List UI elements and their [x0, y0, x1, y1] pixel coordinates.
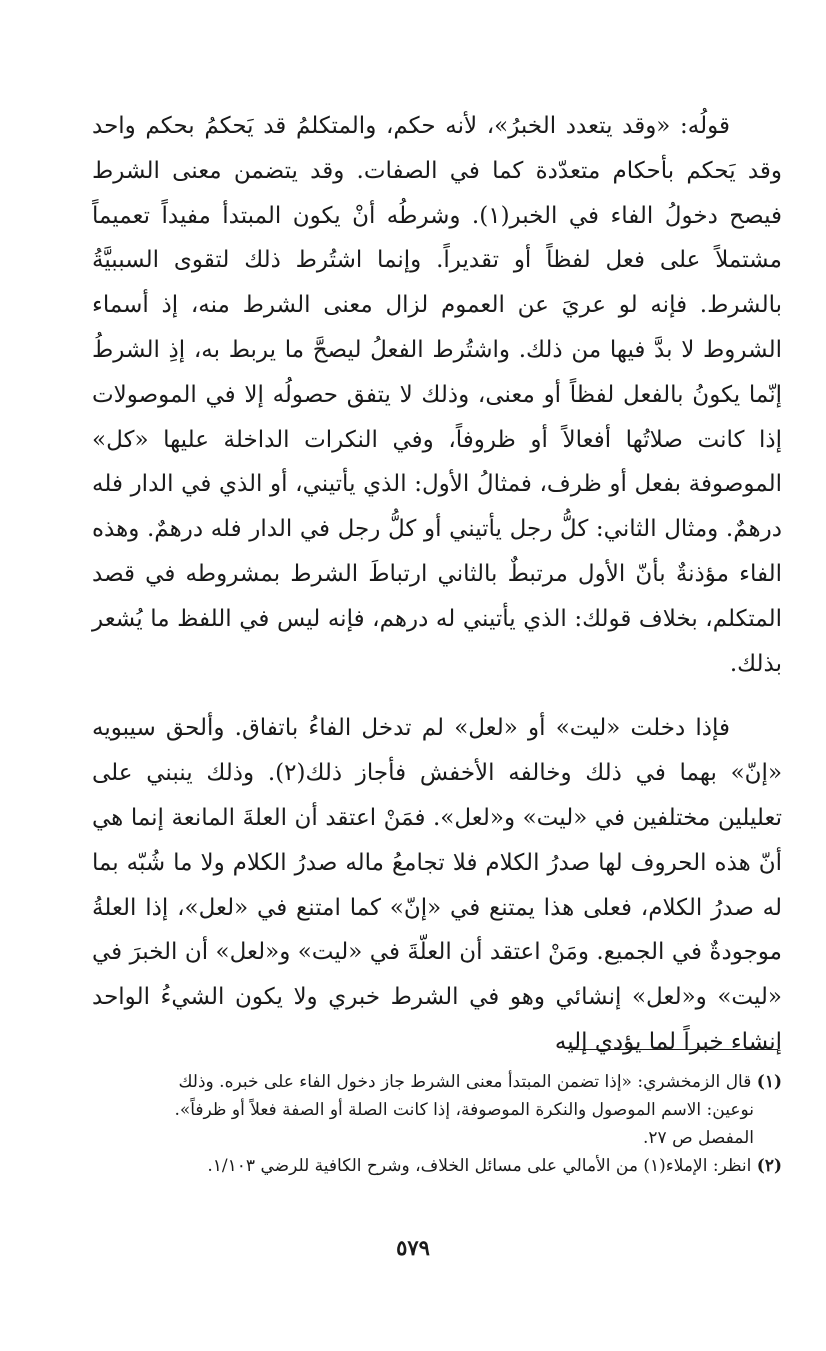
text-line: النكرات الداخلة عليها «كل» الموصوفة بفعل أو ظرف، فمثالُ الأول: الذي — [92, 426, 782, 498]
footnote-line: قال الزمخشري: «إذا تضمن المبتدأ معنى الشرط جاز دخول الفاء على خبره. وذلك — [178, 1072, 752, 1092]
text-line: دخولُ الفاء في الخبر(١). وشرطُه أنْ يكون المبتدأ مفيداً تعميماً مشتملاً على — [92, 202, 782, 274]
text-line: الكلام، فعلى هذا يمتنع في «إنّ» كما امتنع في «لعل»، إذا العلةُ موجودةٌ في — [92, 894, 782, 966]
footnote-line: انظر: الإملاء(١) من الأمالي على مسائل الخلاف، وشرح الكافية للرضي ١/١٠٣. — [207, 1156, 752, 1176]
footnote-2 — [92, 1152, 782, 1180]
text-line: فإذا دخلت «ليت» أو «لعل» لم تدخل الفاءُ باتفاق. وألحق سيبويه «إنّ» — [92, 715, 783, 787]
text-line: إنشائي وهو في الشرط خبري ولا يكون الشيءُ الواحد إنشاء خبراً لما يؤدي إليه — [92, 984, 782, 1055]
paragraph-2 — [92, 706, 782, 1064]
footnote-1 — [92, 1068, 782, 1152]
footnote-line: نوعين: الاسم الموصول والنكرة الموصوفة، إذا كانت الصلة أو الصفة فعلاً أو ظرفاً». — [174, 1100, 754, 1120]
text-line: العموم لزال معنى الشرط منه، إذ أسماء الشروط لا بدَّ فيها من ذلك. واشتُرط — [92, 292, 782, 363]
page-number: ٥٧٩ — [396, 1235, 430, 1260]
text-line: الحروف لها صدرُ الكلام فلا تجامعُ ماله صدرُ الكلام ولا ما شُبّه بما له صدرُ — [92, 849, 783, 921]
text-line: بهما في ذلك وخالفه الأخفش فأجاز ذلك(٢). وذلك ينبني على تعليلين — [92, 760, 782, 831]
text-line: وقد يَحكم بأحكام متعدّدة كما في الصفات. وقد يتضمن معنى الشرط فيصح — [92, 157, 783, 229]
footnote-line: المفصل ص ٢٧. — [643, 1128, 754, 1148]
text-line: يأتيني، أو الذي في الدار فله درهمٌ. ومثال الثاني: كلُّ رجل يأتيني أو كلُّ رجل — [92, 471, 782, 543]
text-line: في الدار فله درهمٌ. وهذه الفاء مؤذنةٌ بأنّ الأول مرتبطٌ بالثاني ارتباطَ الشرط — [92, 516, 782, 587]
text-line: مختلفين في «ليت» و«لعل». فمَنْ اعتقد أن العلةَ المانعة إنما هي أنّ هذه — [92, 804, 783, 876]
paragraph-1 — [92, 104, 782, 686]
text-line: بمشروطه في قصد المتكلم، بخلاف قولك: الذي يأتيني له درهم، فإنه ليس — [92, 560, 782, 632]
text-line: قولُه: «وقد يتعدد الخبرُ»، لأنه حكم، والمتكلمُ قد يَحكمُ بحكم واحد — [92, 113, 730, 139]
text-line: الجميع. ومَنْ اعتقد أن العلّةَ في «ليت» و«لعل» أن الخبرَ في «ليت» و«لعل» — [92, 939, 783, 1011]
text-line: الفعلُ ليصحَّ ما يربط به، إذِ الشرطُ إنّما يكونُ بالفعل لفظاً أو معنى، وذلك لا — [92, 336, 783, 408]
footnote-number: (١) — [756, 1072, 782, 1092]
footnote-divider — [570, 1049, 778, 1050]
footnotes — [92, 1068, 782, 1180]
footnote-number: (٢) — [756, 1156, 782, 1176]
text-line: فعل لفظاً أو تقديراً. وإنما اشتُرط ذلك لتقوى السببيَّةُ بالشرط. فإنه لو عريَ عن — [92, 247, 782, 319]
text-line: في اللفظ ما يُشعر بذلك. — [92, 605, 782, 677]
main-text — [92, 104, 782, 1065]
text-line: يتفق حصولُه إلا في الموصولات إذا كانت صلاتُها أفعالاً أو ظروفاً، وفي — [92, 381, 783, 453]
